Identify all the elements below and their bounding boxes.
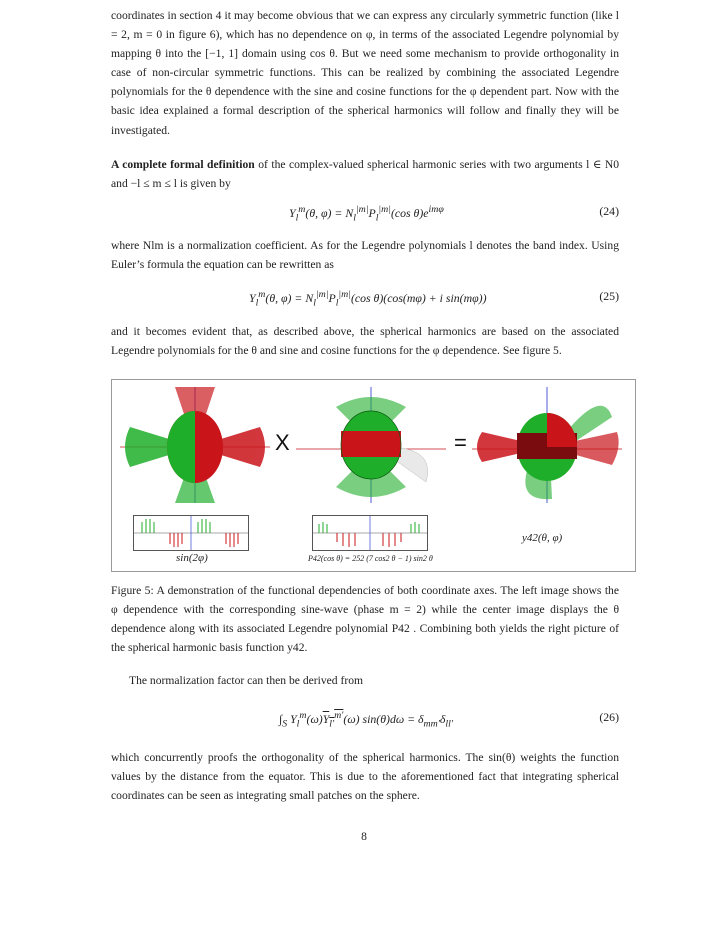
normalization-note-text: where Nlm is a normalization coefficient. As for the Legendre polynomials l denotes the band index. Using Euler’s formula the equation can be rewritten as [111, 239, 619, 272]
figure-panel-phi [120, 387, 270, 503]
orthogonality-text: which concurrently proofs the orthogonality of the spherical harmonics. The sin(θ) weights the function values by the distance from the equator. This is due to the aforementioned fact that integrating spherical coordinates can be seen as integrating small patches on the sphere. [111, 751, 619, 803]
equation-26-number: (26) [599, 710, 619, 724]
equation-25-body: $Y_l^m(\theta$, $\varphi) = N_l^{|m|}P_l^{|m|}(\cos$ θ)(cos(mφ) + i sin(mφ)) [249, 289, 487, 309]
sphere-theta-image [296, 387, 446, 503]
label-sin: sin(2φ) [176, 552, 208, 564]
operator-times: X [275, 430, 290, 455]
paragraph-definition [111, 155, 619, 193]
label-legendre: P42(cos θ) = 252 (7 cos2 θ − 1) sin2 θ [308, 554, 433, 563]
equation-26-body: $\int_S$ $Y_l^m(\omega)Y_{l'}^{m'}(\omega) \sin(\theta)d\omega = \delta_{mm'}\delta_{ll'}$ [279, 710, 453, 730]
label-result: y42(θ, φ) [522, 532, 563, 544]
sphere-result-image [472, 387, 622, 503]
figure-caption [111, 581, 619, 657]
equation-26 [111, 710, 619, 730]
figure-panel-theta [296, 387, 446, 503]
sphere-phi-image [120, 387, 270, 503]
paragraph-orthogonality [111, 748, 619, 805]
definition-rest: of the complex-valued spherical harmonic series with two arguments l ∈ N0 and −l ≤ m ≤ l is given by [111, 158, 619, 191]
equation-25 [111, 289, 619, 309]
figure-5 [111, 379, 636, 572]
equation-25-number: (25) [599, 289, 619, 303]
intro-text: coordinates in section 4 it may become obvious that we can express any circularly symmetric function (like l = 2, m = 0 in figure 6), which has no dependence on φ, in terms of the associated Legendre polynomial by mapping θ into the [−1, 1] domain using cos θ. But we need some mechanism to provide orthogonality in case of non-circular symmetric functions. This can be realized by combining the associated Legendre polynomials for the θ dependence with the sine and cosine functions for the φ dependent part. Now with the basic idea explained a formal description of the spherical harmonics will follow and finally they will be investigated. [111, 9, 619, 137]
caption-text: Figure 5: A demonstration of the functional dependencies of both coordinate axes. The left image shows the φ dependence with the corresponding sine-wave (phase m = 2) while the center image displays the θ dependence along with its associated Legendre polynomial P42 . Combining both yields the right picture of the spherical harmonic basis function y42. [111, 584, 619, 655]
evident-text: and it becomes evident that, as described above, the spherical harmonics are based on the associated Legendre polynomials for the θ and sine and cosine functions for the φ dependence. See figure 5. [111, 325, 619, 358]
paragraph-derive [129, 671, 619, 690]
operator-equals: = [454, 430, 467, 455]
equation-24 [111, 204, 619, 224]
legendre-wave-strip [312, 515, 428, 551]
equation-24-number: (24) [599, 204, 619, 218]
paragraph-normalization-note [111, 236, 619, 274]
derive-text: The normalization factor can then be derived from [129, 674, 364, 687]
sine-wave-strip [133, 515, 249, 551]
equation-24-body: $Y_l^m(\theta$, $\varphi) = N_l^{|m|}P_l^{|m|}(\cos$ $\theta)e^{im\varphi}$ [289, 204, 444, 224]
paragraph-intro [111, 6, 619, 140]
paragraph-evident [111, 322, 619, 360]
page-number: 8 [361, 830, 367, 843]
sine-wave-plot [134, 516, 248, 550]
figure-panel-result [472, 387, 622, 503]
definition-lead: A complete formal definition [111, 158, 255, 171]
legendre-wave-plot [313, 516, 427, 550]
